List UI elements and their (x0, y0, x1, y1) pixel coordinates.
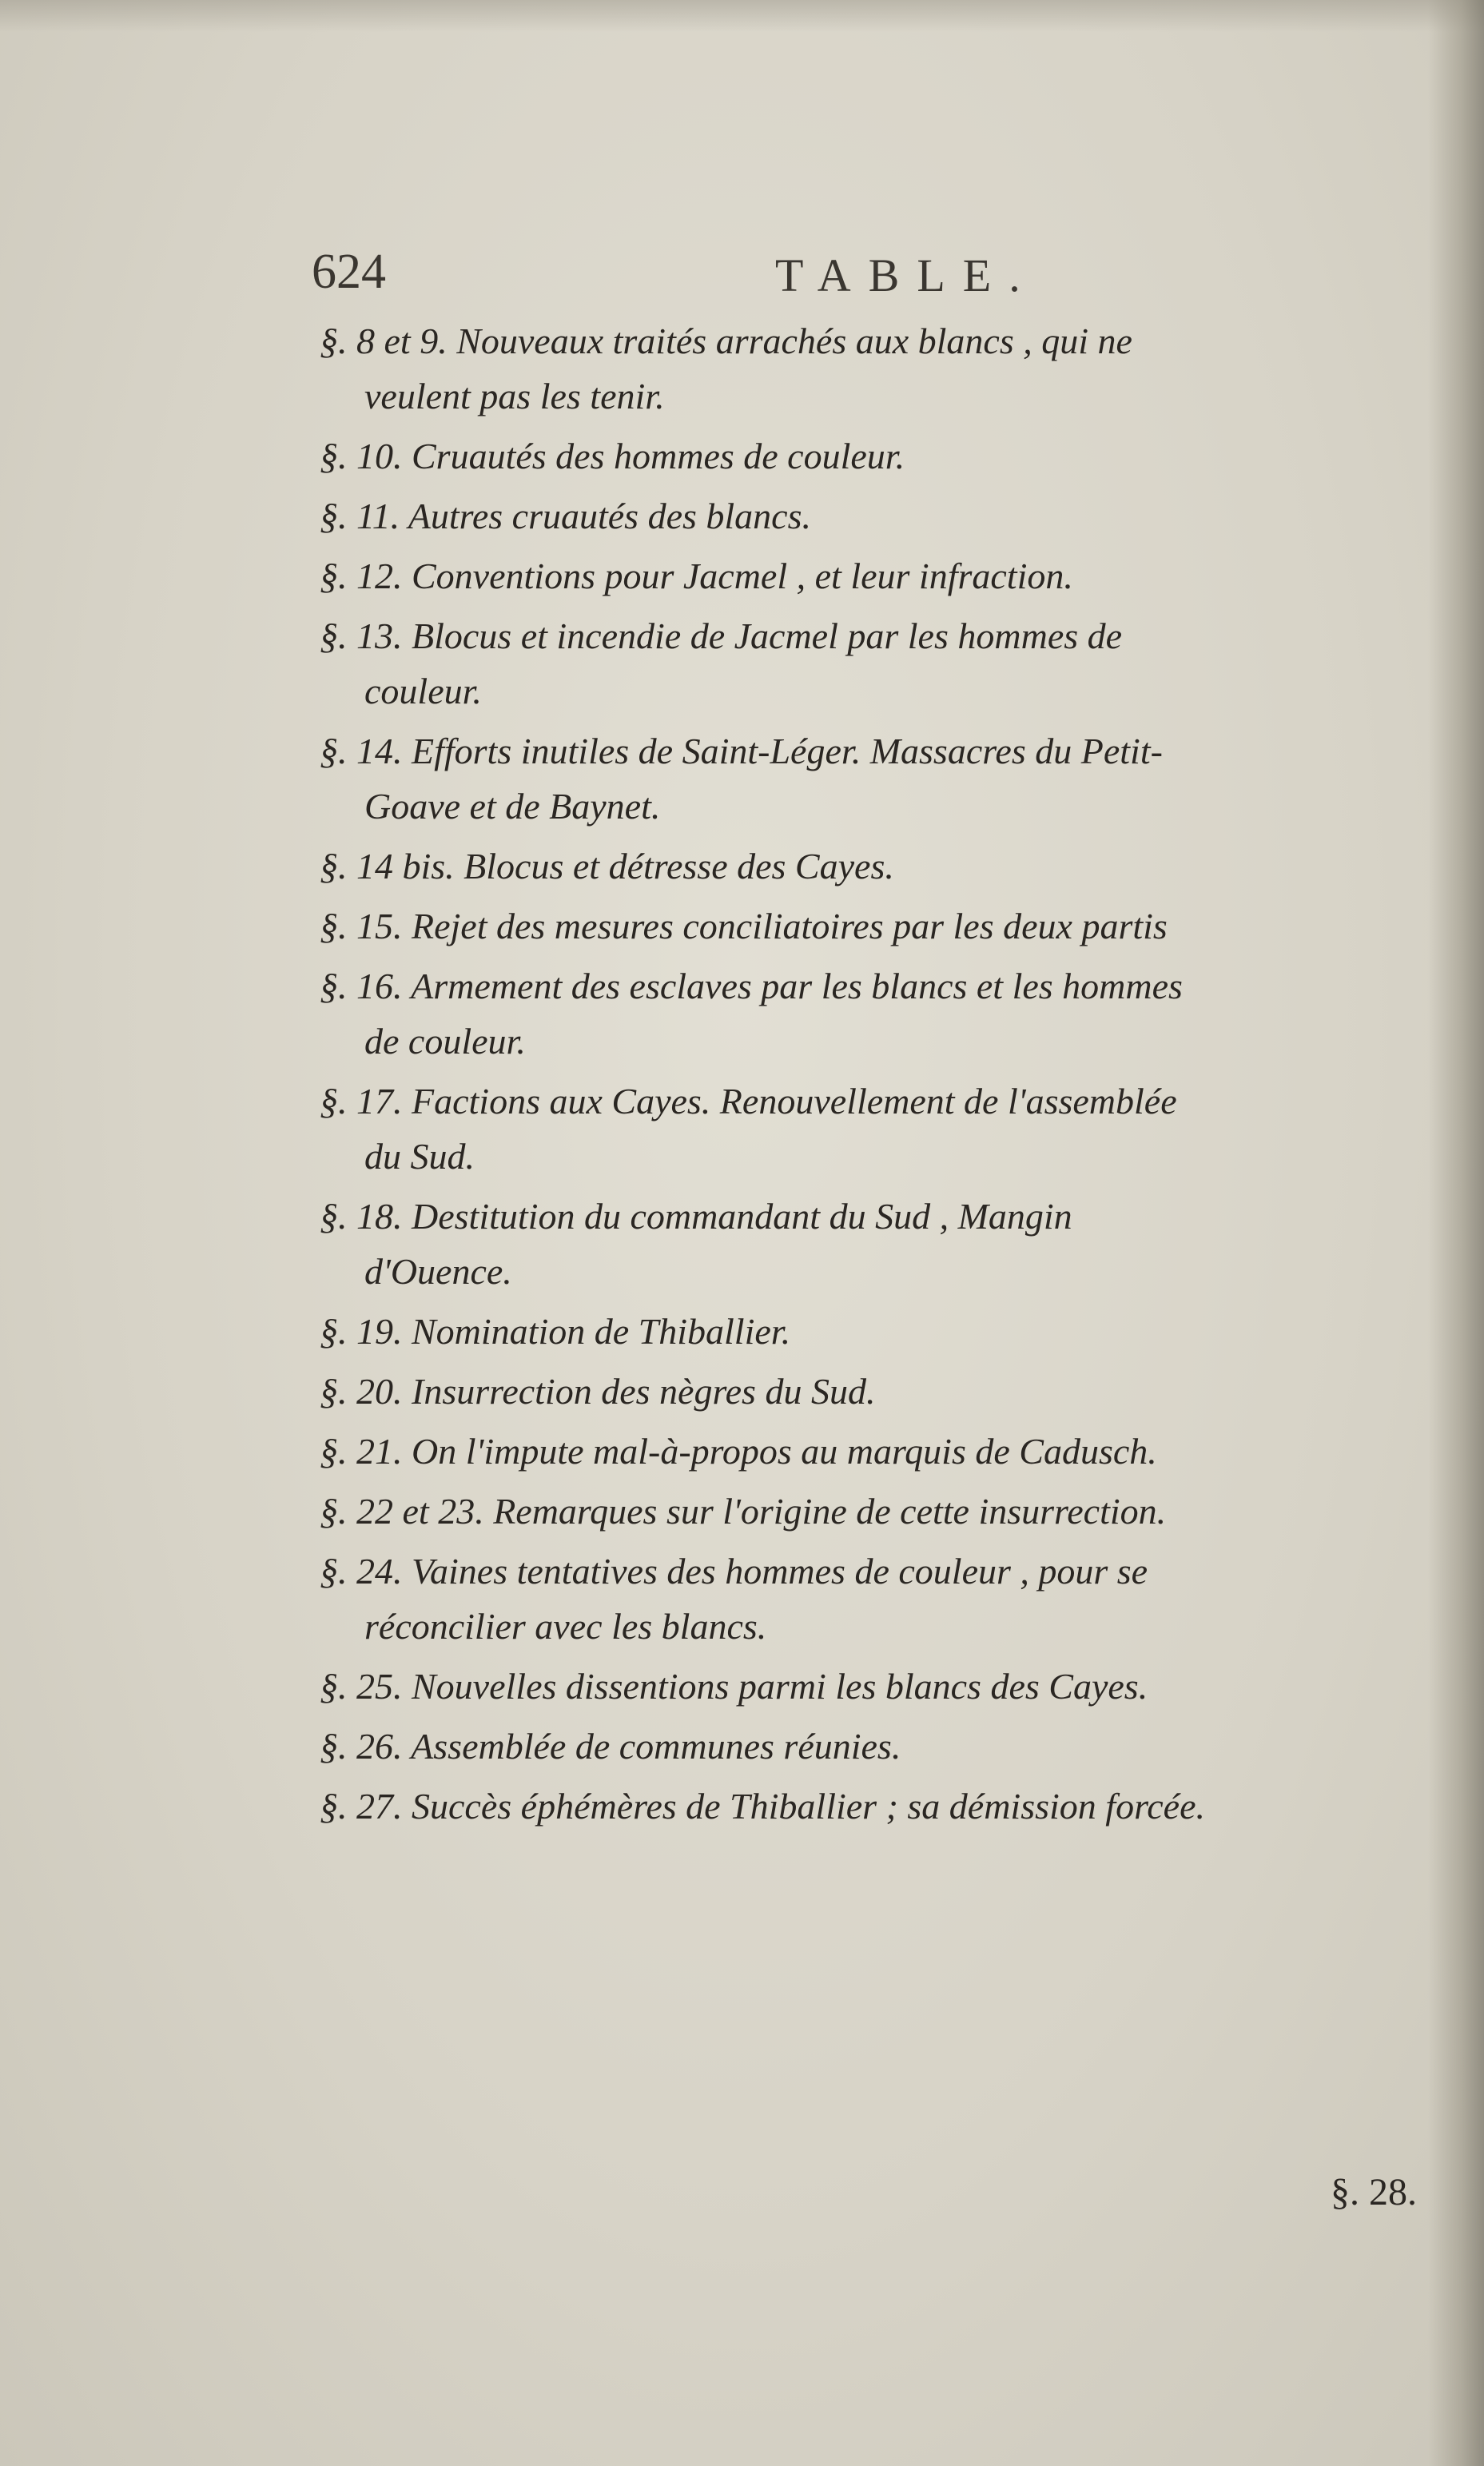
toc-entry-heading: §. 13. Blocus et incendie de Jacmel par les hommes de (320, 616, 1123, 656)
toc-entry-continuation: réconcilier avec les blancs. (364, 1606, 767, 1647)
toc-entry (320, 1430, 1430, 1485)
toc-entry-heading: §. 21. On l'impute mal-à-propos au marquis de Cadusch. (320, 1431, 1157, 1472)
toc-entry-heading: §. 20. Insurrection des nègres du Sud. (320, 1371, 876, 1412)
toc-entry-heading: §. 22 et 23. Remarques sur l'origine de cette insurrection. (320, 1491, 1167, 1532)
toc-entry-continuation: du Sud. (364, 1136, 475, 1177)
toc-entry-heading: §. 10. Cruautés des hommes de couleur. (320, 436, 905, 476)
toc-entry-heading: §. 24. Vaines tentatives des hommes de couleur , pour se (320, 1551, 1148, 1592)
toc-entry-heading: §. 25. Nouvelles dissentions parmi les blancs des Cayes. (320, 1666, 1148, 1707)
toc-entry (320, 435, 1430, 490)
page-edge-shadow-right (1428, 0, 1484, 2466)
toc-entry (320, 1080, 1430, 1190)
toc-entry-heading: §. 14 bis. Blocus et détresse des Cayes. (320, 846, 894, 886)
toc-entry-heading: §. 8 et 9. Nouveaux traités arrachés aux blancs , qui ne (320, 321, 1132, 361)
toc-entry (320, 1665, 1430, 1720)
table-of-contents (320, 320, 1430, 1845)
toc-entry-continuation: de couleur. (364, 1021, 526, 1062)
toc-entry (320, 1725, 1430, 1780)
toc-entry (320, 1785, 1430, 1840)
toc-entry (320, 845, 1430, 900)
toc-entry (320, 730, 1430, 840)
toc-entry-continuation: d'Ouence. (364, 1251, 512, 1292)
toc-entry (320, 555, 1430, 610)
toc-entry (320, 615, 1430, 725)
toc-entry-heading: §. 19. Nomination de Thiballier. (320, 1311, 791, 1352)
toc-entry (320, 320, 1430, 430)
toc-entry-heading: §. 14. Efforts inutiles de Saint-Léger. Massacres du Petit- (320, 731, 1163, 771)
toc-entry-heading: §. 11. Autres cruautés des blancs. (320, 496, 811, 536)
page-edge-shadow-top (0, 0, 1484, 32)
toc-entry-heading: §. 16. Armement des esclaves par les blancs et les hommes (320, 966, 1183, 1006)
toc-entry-heading: §. 27. Succès éphémères de Thiballier ; sa démission forcée. (320, 1786, 1206, 1827)
toc-entry (320, 1550, 1430, 1660)
toc-entry-heading: §. 17. Factions aux Cayes. Renouvellement de l'assemblée (320, 1081, 1177, 1121)
toc-entry (320, 495, 1430, 550)
toc-entry-heading: §. 18. Destitution du commandant du Sud , Mangin (320, 1196, 1072, 1237)
toc-entry (320, 1370, 1430, 1425)
toc-entry (320, 1490, 1430, 1545)
toc-entry-heading: §. 26. Assemblée de communes réunies. (320, 1726, 901, 1767)
toc-entry-continuation: Goave et de Baynet. (364, 786, 661, 827)
page-header (312, 244, 1375, 316)
toc-entry (320, 1310, 1430, 1365)
toc-entry-heading: §. 15. Rejet des mesures conciliatoires par les deux partis (320, 906, 1168, 946)
toc-entry-continuation: couleur. (364, 671, 482, 711)
running-title: TABLE. (775, 249, 1038, 301)
toc-entry-continuation: veulent pas les tenir. (364, 376, 665, 416)
catchword: §. 28. (1331, 2171, 1417, 2213)
toc-entry-heading: §. 12. Conventions pour Jacmel , et leur infraction. (320, 556, 1073, 596)
page-number: 624 (312, 245, 386, 299)
toc-entry (320, 905, 1430, 960)
toc-entry (320, 965, 1430, 1075)
toc-entry (320, 1195, 1430, 1305)
